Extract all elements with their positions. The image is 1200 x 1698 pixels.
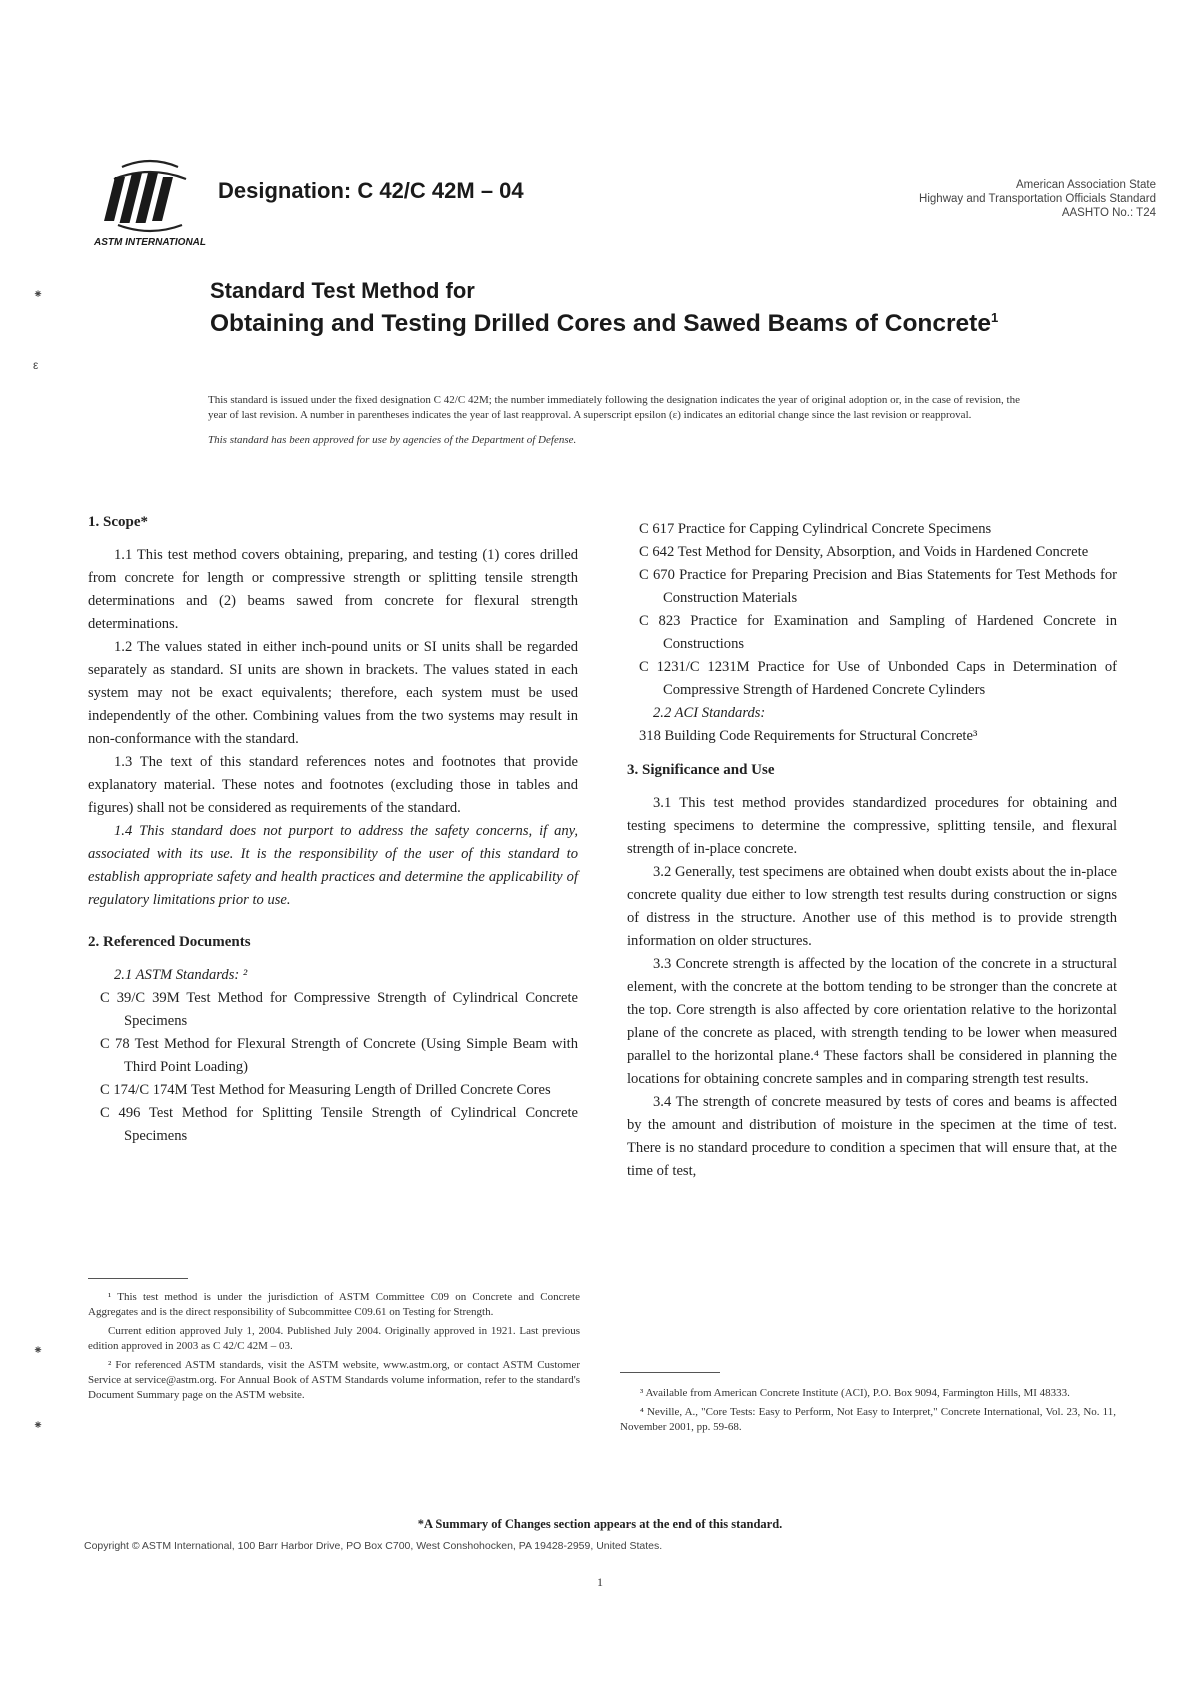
section-heading-scope: 1. Scope*	[88, 514, 148, 530]
copyright-notice: Copyright © ASTM International, 100 Barr Harbor Drive, PO Box C700, West Conshohocken, PA 19428-2959, United States.	[84, 1540, 663, 1552]
footnote-rule	[620, 1372, 720, 1373]
right-column	[627, 518, 1117, 1183]
paragraph-3-4: 3.4 The strength of concrete measured by tests of cores and beams is affected by the amount and distribution of moisture in the specimen at the time of test. There is no standard procedure to condition a specimen that will ensure that, at the time of test,	[627, 1094, 1117, 1179]
dod-approval-note: This standard has been approved for use by agencies of the Department of Defense.	[208, 434, 577, 446]
reference-item: C 670 Practice for Preparing Precision and Bias Statements for Test Methods for Construction Materials	[639, 567, 1117, 606]
section-heading-referenced-documents: 2. Referenced Documents	[88, 934, 251, 950]
left-column	[88, 510, 578, 1148]
title-text: Obtaining and Testing Drilled Cores and Sawed Beams of Concrete	[210, 310, 991, 338]
paragraph-1-4: 1.4 This standard does not purport to address the safety concerns, if any, associated with its use. It is the responsibility of the user of this standard to establish appropriate safety and health practices and determine the applicability of regulatory limitations prior to use.	[88, 823, 578, 908]
paragraph-3-3: 3.3 Concrete strength is affected by the location of the concrete in a structural element, with the concrete at the bottom tending to be stronger than the concrete at the top. Core strength is also affected by core orientation relative to the horizontal plane of the concrete as placed, with strength tending to be lower when measured parallel to the horizontal plane.⁴ These factors shall be considered in planning the locations for obtaining concrete samples and in comparing strength test results.	[627, 956, 1117, 1087]
aashto-line: AASHTO No.: T24	[1061, 207, 1156, 219]
reference-item: C 39/C 39M Test Method for Compressive Strength of Cylindrical Concrete Specimens	[100, 990, 578, 1029]
issuance-text: This standard is issued under the fixed designation C 42/C 42M; the number immediately following the designation indicates the year of original adoption or, in the case of revision, the year of last revision. A number in parentheses indicates the year of last reapproval. A superscript epsilon (ε) indicates an editorial change since the last revision or reapproval.	[208, 394, 1020, 421]
page-number: 1	[597, 1575, 603, 1589]
reference-item: C 78 Test Method for Flexural Strength of Concrete (Using Simple Beam with Third Point Loading)	[100, 1036, 578, 1075]
paragraph-3-2: 3.2 Generally, test specimens are obtained when doubt exists about the in-place concrete quality due either to low strength test results during construction or signs of distress in the structure. Another use of this method is to provide strength information on older structures.	[627, 864, 1117, 949]
reference-item: 318 Building Code Requirements for Structural Concrete³	[639, 728, 978, 744]
margin-mark: ⁕	[33, 1343, 44, 1357]
reference-item: C 496 Test Method for Splitting Tensile Strength of Cylindrical Concrete Specimens	[100, 1105, 578, 1144]
footnotes-left	[88, 1290, 580, 1407]
aashto-standard-note	[856, 178, 1156, 220]
paragraph-1-2: 1.2 The values stated in either inch-pound units or SI units shall be regarded separately as standard. SI units are shown in brackets. The values stated in each system may not be exact equivalents; therefore, each system must be used independently of the other. Combining values from the two systems may result in non-conformance with the standard.	[88, 639, 578, 747]
title-prefix: Standard Test Method for	[210, 278, 475, 303]
footnote: ¹ This test method is under the jurisdiction of ASTM Committee C09 on Concrete and Concrete Aggregates and is the direct responsibility of Subcommittee C09.61 on Testing for Strength.	[88, 1291, 580, 1318]
footnote: ³ Available from American Concrete Institute (ACI), P.O. Box 9094, Farmington Hills, MI 48333.	[640, 1387, 1070, 1399]
designation: Designation: C 42/C 42M – 04	[218, 178, 524, 203]
footnote: Current edition approved July 1, 2004. Published July 2004. Originally approved in 1921. Last previous edition approved in 2003 as C 42/C 42M – 03.	[88, 1325, 580, 1352]
logo-wordmark: ASTM INTERNATIONAL	[93, 237, 207, 248]
aashto-line: American Association State	[1016, 179, 1156, 191]
section-heading-significance-and-use: 3. Significance and Use	[627, 762, 775, 778]
footnote: ⁴ Neville, A., "Core Tests: Easy to Perform, Not Easy to Interpret," Concrete International, Vol. 23, No. 11, November 2001, pp. 59-68.	[620, 1406, 1116, 1433]
title-footnote-ref: 1	[990, 310, 999, 325]
document-title	[210, 278, 1110, 338]
issuance-note	[208, 393, 1020, 448]
footnotes-right	[620, 1386, 1116, 1439]
summary-of-changes-note: *A Summary of Changes section appears at the end of this standard.	[417, 1517, 783, 1531]
aashto-line: Highway and Transportation Officials Standard	[919, 193, 1156, 205]
title-main	[210, 304, 1110, 338]
paragraph-1-1: 1.1 This test method covers obtaining, preparing, and testing (1) cores drilled from concrete for length or compressive strength or splitting tensile strength determinations and (2) beams sawed from concrete for flexural strength determinations.	[88, 547, 578, 632]
footnote: ² For referenced ASTM standards, visit the ASTM website, www.astm.org, or contact ASTM Customer Service at service@astm.org. For Annual Book of ASTM Standards volume information, refer to the standard's Document Summary page on the ASTM website.	[88, 1359, 580, 1401]
astm-logo	[93, 157, 207, 248]
reference-item: C 642 Test Method for Density, Absorption, and Voids in Hardened Concrete	[639, 544, 1089, 560]
reference-item: C 1231/C 1231M Practice for Use of Unbonded Caps in Determination of Compressive Strength of Hardened Concrete Cylinders	[639, 659, 1117, 698]
paragraph-3-1: 3.1 This test method provides standardized procedures for obtaining and testing specimens to determine the compressive, splitting tensile, and flexural strength of in-place concrete.	[627, 795, 1117, 857]
paragraph-1-3: 1.3 The text of this standard references notes and footnotes that provide explanatory material. These notes and footnotes (excluding those in tables and figures) shall not be considered as requirements of the standard.	[88, 754, 578, 816]
reference-item: C 174/C 174M Test Method for Measuring Length of Drilled Concrete Cores	[100, 1082, 551, 1098]
reference-item: C 617 Practice for Capping Cylindrical Concrete Specimens	[639, 521, 992, 537]
margin-mark: ⁕	[33, 1418, 44, 1432]
margin-mark: ε	[33, 358, 39, 372]
reference-item: C 823 Practice for Examination and Sampling of Hardened Concrete in Constructions	[639, 613, 1117, 652]
footnote-rule	[88, 1278, 188, 1279]
subheading-aci-standards: 2.2 ACI Standards:	[653, 705, 766, 721]
margin-mark: ⁕	[33, 287, 44, 301]
subheading-astm-standards: 2.1 ASTM Standards: ²	[114, 967, 248, 983]
